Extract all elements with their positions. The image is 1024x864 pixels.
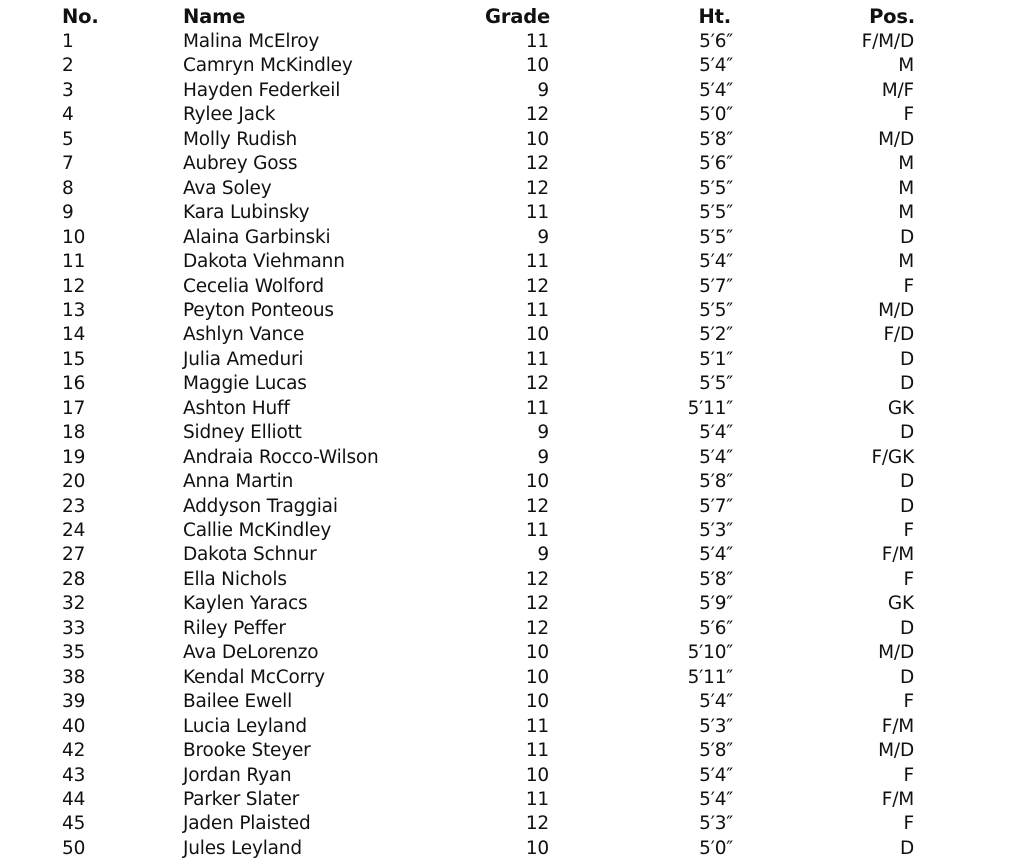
player-position: F/M <box>881 715 914 737</box>
player-number: 18 <box>62 422 86 444</box>
player-number: 16 <box>62 373 86 395</box>
player-number: 15 <box>62 348 86 370</box>
player-number: 3 <box>62 79 74 101</box>
header-height: Ht. <box>698 5 731 28</box>
table-row <box>0 275 1024 299</box>
player-grade: 11 <box>525 348 549 370</box>
player-grade: 12 <box>525 495 549 517</box>
player-position: F <box>903 104 914 126</box>
player-number: 27 <box>62 544 86 566</box>
player-height: 5′7″ <box>699 495 733 517</box>
header-position: Pos. <box>869 5 915 28</box>
player-grade: 10 <box>525 691 549 713</box>
player-name: Andraia Rocco-Wilson <box>183 446 379 468</box>
player-height: 5′0″ <box>699 837 733 859</box>
player-name: Brooke Steyer <box>183 740 311 762</box>
player-height: 5′11″ <box>687 666 733 688</box>
table-row <box>0 568 1024 592</box>
player-number: 5 <box>62 128 74 150</box>
player-name: Rylee Jack <box>183 104 276 126</box>
table-row <box>0 323 1024 347</box>
table-row <box>0 30 1024 54</box>
header-grade: Grade <box>485 5 550 28</box>
player-position: GK <box>887 593 914 615</box>
player-grade: 10 <box>525 128 549 150</box>
player-name: Molly Rudish <box>183 128 297 150</box>
player-number: 33 <box>62 617 86 639</box>
player-height: 5′4″ <box>699 544 733 566</box>
table-row <box>0 788 1024 812</box>
table-row <box>0 79 1024 103</box>
player-number: 11 <box>62 251 86 273</box>
player-position: M/D <box>878 128 914 150</box>
player-name: Ashlyn Vance <box>183 324 305 346</box>
player-position: F/M <box>881 544 914 566</box>
player-grade: 10 <box>525 837 549 859</box>
player-height: 5′8″ <box>699 568 733 590</box>
player-grade: 12 <box>525 153 549 175</box>
player-number: 8 <box>62 177 74 199</box>
player-name: Cecelia Wolford <box>183 275 324 297</box>
player-height: 5′10″ <box>687 642 733 664</box>
player-number: 10 <box>62 226 86 248</box>
table-row <box>0 495 1024 519</box>
player-height: 5′5″ <box>699 202 733 224</box>
player-number: 13 <box>62 299 86 321</box>
table-row <box>0 446 1024 470</box>
player-height: 5′5″ <box>699 373 733 395</box>
player-name: Julia Ameduri <box>183 348 304 370</box>
player-grade: 11 <box>525 202 549 224</box>
player-height: 5′4″ <box>699 691 733 713</box>
player-position: F <box>903 568 914 590</box>
player-grade: 11 <box>525 788 549 810</box>
player-grade: 12 <box>525 813 549 835</box>
player-number: 45 <box>62 813 86 835</box>
player-name: Jules Leyland <box>183 837 302 859</box>
player-position: F <box>903 813 914 835</box>
player-height: 5′9″ <box>699 593 733 615</box>
player-position: F <box>903 691 914 713</box>
player-number: 44 <box>62 788 86 810</box>
player-position: F/M <box>881 788 914 810</box>
player-position: M <box>898 251 914 273</box>
player-height: 5′4″ <box>699 55 733 77</box>
player-grade: 11 <box>525 740 549 762</box>
player-position: D <box>899 837 914 859</box>
player-grade: 11 <box>525 397 549 419</box>
player-height: 5′6″ <box>699 31 733 52</box>
player-grade: 10 <box>525 55 549 77</box>
player-height: 5′5″ <box>699 177 733 199</box>
player-number: 43 <box>62 764 86 786</box>
player-name: Kara Lubinsky <box>183 202 310 224</box>
player-number: 17 <box>62 397 86 419</box>
player-name: Ava Soley <box>183 177 272 199</box>
player-name: Kaylen Yaracs <box>183 593 308 615</box>
player-number: 12 <box>62 275 86 297</box>
player-number: 20 <box>62 471 86 493</box>
player-position: D <box>899 422 914 444</box>
table-row <box>0 299 1024 323</box>
table-row <box>0 177 1024 201</box>
player-name: Parker Slater <box>183 788 300 810</box>
player-grade: 12 <box>525 275 549 297</box>
player-number: 50 <box>62 837 86 859</box>
player-position: F <box>903 275 914 297</box>
player-height: 5′8″ <box>699 128 733 150</box>
player-number: 39 <box>62 691 86 713</box>
player-height: 5′6″ <box>699 153 733 175</box>
player-name: Sidney Elliott <box>183 422 302 444</box>
player-position: F <box>903 764 914 786</box>
player-name: Addyson Traggiai <box>183 495 338 517</box>
header-name: Name <box>183 5 246 28</box>
player-grade: 11 <box>525 251 549 273</box>
player-position: M <box>898 153 914 175</box>
player-height: 5′3″ <box>699 715 733 737</box>
table-row <box>0 666 1024 690</box>
table-row <box>0 690 1024 714</box>
player-grade: 12 <box>525 617 549 639</box>
player-grade: 9 <box>537 422 549 444</box>
player-position: D <box>899 495 914 517</box>
player-number: 23 <box>62 495 86 517</box>
player-position: M/D <box>878 642 914 664</box>
player-number: 1 <box>62 31 74 52</box>
table-row <box>0 519 1024 543</box>
player-height: 5′5″ <box>699 226 733 248</box>
table-row <box>0 470 1024 494</box>
player-position: D <box>899 471 914 493</box>
player-height: 5′8″ <box>699 471 733 493</box>
player-name: Maggie Lucas <box>183 373 307 395</box>
player-height: 5′6″ <box>699 617 733 639</box>
player-number: 32 <box>62 593 86 615</box>
player-position: M/D <box>878 740 914 762</box>
player-height: 5′4″ <box>699 788 733 810</box>
player-name: Ella Nichols <box>183 568 287 590</box>
player-height: 5′3″ <box>699 520 733 541</box>
player-height: 5′7″ <box>699 275 733 297</box>
table-row <box>0 739 1024 763</box>
table-row <box>0 812 1024 836</box>
player-number: 2 <box>62 55 74 77</box>
player-number: 28 <box>62 568 86 590</box>
player-position: M <box>898 177 914 199</box>
header-row <box>0 5 1024 29</box>
table-row <box>0 226 1024 250</box>
player-position: M <box>898 202 914 224</box>
player-position: F/GK <box>871 446 914 468</box>
player-height: 5′8″ <box>699 740 733 762</box>
table-row <box>0 201 1024 225</box>
player-number: 7 <box>62 153 74 175</box>
player-grade: 9 <box>537 79 549 101</box>
player-grade: 10 <box>525 642 549 664</box>
player-height: 5′2″ <box>699 324 733 346</box>
player-grade: 11 <box>525 299 549 321</box>
player-grade: 10 <box>525 471 549 493</box>
player-position: D <box>899 617 914 639</box>
player-height: 5′5″ <box>699 299 733 321</box>
player-name: Dakota Schnur <box>183 544 317 566</box>
player-name: Dakota Viehmann <box>183 251 345 273</box>
player-grade: 9 <box>537 226 549 248</box>
table-row <box>0 837 1024 861</box>
player-grade: 12 <box>525 177 549 199</box>
player-height: 5′4″ <box>699 446 733 468</box>
player-height: 5′4″ <box>699 79 733 101</box>
player-position: D <box>899 373 914 395</box>
player-position: F/D <box>883 324 914 346</box>
player-name: Camryn McKindley <box>183 55 353 77</box>
player-height: 5′11″ <box>687 397 733 419</box>
player-grade: 11 <box>525 31 549 52</box>
player-name: Riley Peffer <box>183 617 286 639</box>
player-grade: 11 <box>525 715 549 737</box>
player-height: 5′1″ <box>699 348 733 370</box>
player-grade: 11 <box>525 520 549 541</box>
table-row <box>0 103 1024 127</box>
player-name: Kendal McCorry <box>183 666 325 688</box>
player-name: Ashton Huff <box>183 397 290 419</box>
player-position: D <box>899 666 914 688</box>
player-grade: 9 <box>537 446 549 468</box>
table-row <box>0 592 1024 616</box>
table-row <box>0 641 1024 665</box>
player-number: 9 <box>62 202 74 224</box>
player-name: Bailee Ewell <box>183 691 293 713</box>
player-name: Aubrey Goss <box>183 153 298 175</box>
player-grade: 9 <box>537 544 549 566</box>
player-position: M/D <box>878 299 914 321</box>
player-grade: 12 <box>525 568 549 590</box>
table-row <box>0 348 1024 372</box>
player-name: Hayden Federkeil <box>183 79 341 101</box>
player-name: Ava DeLorenzo <box>183 642 319 664</box>
player-name: Peyton Ponteous <box>183 299 334 321</box>
player-grade: 10 <box>525 324 549 346</box>
player-name: Malina McElroy <box>183 31 320 52</box>
player-name: Alaina Garbinski <box>183 226 331 248</box>
player-name: Jaden Plaisted <box>183 813 311 835</box>
table-row <box>0 543 1024 567</box>
player-position: M/F <box>881 79 914 101</box>
player-position: GK <box>887 397 914 419</box>
player-height: 5′0″ <box>699 104 733 126</box>
table-row <box>0 128 1024 152</box>
player-number: 38 <box>62 666 86 688</box>
player-number: 14 <box>62 324 86 346</box>
player-grade: 10 <box>525 666 549 688</box>
table-row <box>0 397 1024 421</box>
player-number: 19 <box>62 446 86 468</box>
player-number: 4 <box>62 104 74 126</box>
player-height: 5′4″ <box>699 251 733 273</box>
player-name: Lucia Leyland <box>183 715 307 737</box>
player-height: 5′3″ <box>699 813 733 835</box>
player-number: 40 <box>62 715 86 737</box>
player-grade: 12 <box>525 373 549 395</box>
player-grade: 12 <box>525 593 549 615</box>
player-name: Anna Martin <box>183 471 294 493</box>
player-position: D <box>899 348 914 370</box>
player-name: Jordan Ryan <box>183 764 292 786</box>
player-grade: 12 <box>525 104 549 126</box>
table-row <box>0 372 1024 396</box>
table-row <box>0 421 1024 445</box>
player-position: D <box>899 226 914 248</box>
player-height: 5′4″ <box>699 764 733 786</box>
table-row <box>0 764 1024 788</box>
player-grade: 10 <box>525 764 549 786</box>
player-position: F/M/D <box>861 31 914 52</box>
player-number: 35 <box>62 642 86 664</box>
header-no: No. <box>62 5 99 28</box>
player-number: 24 <box>62 520 86 541</box>
player-height: 5′4″ <box>699 422 733 444</box>
player-position: M <box>898 55 914 77</box>
table-row <box>0 250 1024 274</box>
table-row <box>0 617 1024 641</box>
table-row <box>0 54 1024 78</box>
table-row <box>0 715 1024 739</box>
player-position: F <box>903 520 914 541</box>
table-row <box>0 152 1024 176</box>
player-number: 42 <box>62 740 86 762</box>
player-name: Callie McKindley <box>183 520 332 541</box>
